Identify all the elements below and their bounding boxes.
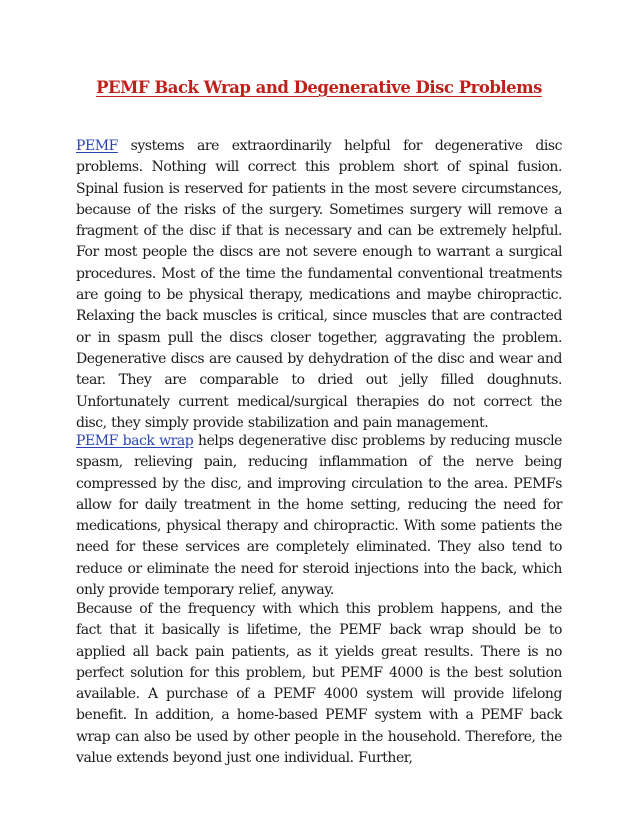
paragraph-3-text: Because of the frequency with which this problem happens, and the fact that it basically is lifetime, the PEMF back wrap should be to applied all back pain patients, as it yields great results. There is no perfect solution for this problem, but PEMF 4000 is the best solution available. A purchase of a PEMF 4000 system will provide lifelong benefit. In addition, a home-based PEMF system with a PEMF back wrap can also be used by other people in the household. Therefore, the value extends beyond just one individual. Further, bbox=[76, 601, 562, 767]
pemf-link[interactable]: PEMF bbox=[76, 138, 118, 154]
paragraph-1 bbox=[76, 136, 562, 434]
document-title: PEMF Back Wrap and Degenerative Disc Problems bbox=[96, 78, 542, 97]
paragraph-2 bbox=[76, 431, 562, 601]
paragraph-2-text: helps degenerative disc problems by reducing muscle spasm, relieving pain, reducing inflammation of the nerve being compressed by the disc, and improving circulation to the area. PEMFs allow for daily treatment in the home setting, reducing the need for medications, physical therapy and chiropractic. With some patients the need for these services are completely eliminated. They also tend to reduce or eliminate the need for steroid injections into the back, which only provide temporary relief, anyway. bbox=[76, 433, 563, 599]
pemf-back-wrap-link[interactable]: PEMF back wrap bbox=[76, 433, 194, 449]
paragraph-3 bbox=[76, 599, 562, 769]
paragraph-1-text: systems are extraordinarily helpful for degenerative disc problems. Nothing will correct this problem short of spinal fusion. Spinal fusion is reserved for patients in the most severe circumstances, because of the risks of the surgery. Sometimes surgery will remove a fragment of the disc if that is necessary and can be extremely helpful. For most people the discs are not severe enough to warrant a surgical procedures. Most of the time the fundamental conventional treatments are going to be physical therapy, medications and maybe chiropractic. Relaxing the back muscles is critical, since muscles that are contracted or in spasm pull the discs closer together, aggravating the problem. Degenerative discs are caused by dehydration of the disc and wear and tear. They are comparable to dried out jelly filled doughnuts. Unfortunately current medical/surgical therapies do not correct the disc, they simply provide stabilization and pain management. bbox=[76, 138, 562, 431]
